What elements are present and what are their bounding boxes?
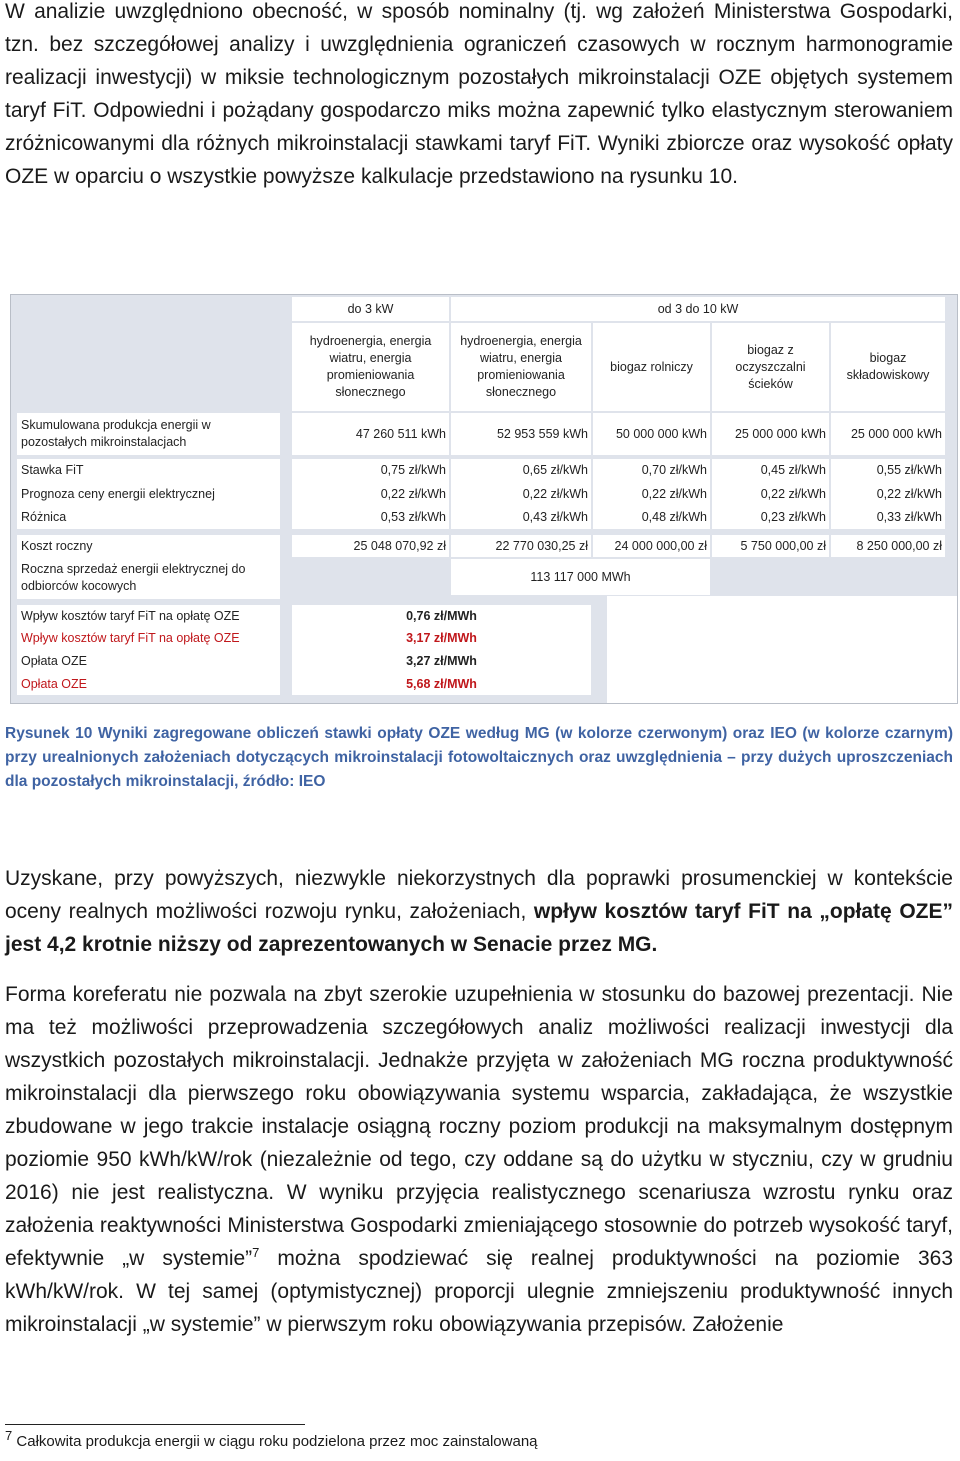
- cost-value-4: 5 750 000,00 zł: [712, 535, 829, 557]
- column-header-4: biogaz z oczyszczalni ścieków: [712, 323, 829, 411]
- fit-value-2: 0,65 zł/kWh: [522, 463, 588, 477]
- summary-value-oze-fee-ieo: 3,27 zł/MWh: [406, 654, 477, 668]
- fit-value-3: 0,70 zł/kWh: [641, 463, 707, 477]
- diff-value-1: 0,53 zł/kWh: [380, 510, 446, 524]
- summary-value-fit-impact-ieo: 0,76 zł/MWh: [406, 608, 477, 623]
- price-value-4: 0,22 zł/kWh: [760, 486, 826, 501]
- price-value-2: 0,22 zł/kWh: [522, 486, 588, 501]
- diff-value-4: 0,23 zł/kWh: [760, 510, 826, 524]
- fit-value-5: 0,55 zł/kWh: [876, 463, 942, 477]
- row-label-diff: Różnica: [21, 510, 67, 524]
- column-header-5: biogaz składowiskowy: [831, 323, 945, 411]
- summary-value-fit-impact-mg: 3,17 zł/MWh: [406, 631, 477, 645]
- footnote: [5, 1428, 538, 1452]
- summary-label-oze-fee-mg: Opłata OZE: [21, 676, 87, 691]
- conclusion-paragraph: [5, 862, 953, 961]
- rates-col-1: [292, 459, 449, 529]
- rates-col-5: [831, 459, 945, 529]
- column-header-1: hydroenergia, energia wiatru, energia promieniowania słonecznego: [292, 323, 449, 411]
- rates-col-4: [712, 459, 829, 529]
- summary-label-oze-fee-ieo: Opłata OZE: [21, 654, 87, 668]
- intro-paragraph: W analizie uwzględniono obecność, w sposób nominalny (tj. wg założeń Ministerstwa Gospodarki, tzn. bez szczegółowej analizy i uwzględnienia ograniczeń czasowych w rocznym harmonogramie realizacji inwestycji) w miksie technologicznym pozostałych mikroinstalacji OZE objętych systemem taryf FiT. Odpowiedni i pożądany gospodarczo miks można zapewnić tylko elastycznym sterowaniem zróżnicowanymi dla różnych mikroinstalacji stawkami taryf FiT. Wyniki zbiorcze oraz wysokość opłaty OZE w oparciu o wszystkie powyższe kalkulacje przedstawiono na rysunku 10.: [5, 0, 953, 188]
- column-header-2: hydroenergia, energia wiatru, energia promieniowania słonecznego: [451, 323, 591, 411]
- row-label-sales: Roczna sprzedaż energii elektrycznej do odbiorców kocowych: [21, 562, 246, 593]
- body-text-part1: Forma koreferatu nie pozwala na zbyt szerokie uzupełnienia w stosunku do bazowej prezentacji. Nie ma też możliwości przeprowadzenia szczegółowych analiz możliwości realizacji inwestycji dla wszystkich pozostałych mikroinstalacji. Jednakże przyjęta w założeniach MG roczna produktywność mikroinstalacji dla pierwszego roku obowiązywania systemu wsparcia, zakładająca, że wszystkie zbudowane w jego trakcie instalacje osiągną roczny poziom produkcji na maksymalnym dostępnym poziomie 950 kWh/kW/rok (niezależnie od tego, czy oddane są do użytku w styczniu, czy w grudniu 2016) nie jest realistyczna. W wyniku przyjęcia realistycznego scenariusza wzrostu rynku oraz założenia reaktywności Ministerstwa Gospodarki zmieniającego stosownie do potrzeb wysokość taryf, efektywnie „w systemie”: [5, 983, 953, 1270]
- summary-value-block: [292, 605, 591, 695]
- group-header-up-to-3kw: do 3 kW: [292, 297, 449, 321]
- row-label-cost: Koszt roczny: [21, 538, 93, 553]
- summary-value-oze-fee-mg: 5,68 zł/MWh: [406, 676, 477, 691]
- summary-label-fit-impact-ieo: Wpływ kosztów taryf FiT na opłatę OZE: [21, 608, 240, 623]
- body-paragraph: [5, 978, 953, 1341]
- column-header-3: biogaz rolniczy: [593, 323, 710, 411]
- price-value-5: 0,22 zł/kWh: [876, 486, 942, 501]
- cost-value-1: 25 048 070,92 zł: [292, 535, 449, 557]
- production-value-5: 25 000 000 kWh: [831, 413, 945, 455]
- diff-value-5: 0,33 zł/kWh: [876, 510, 942, 524]
- conclusion-bold-text: wpływ kosztów taryf FiT na „opłatę OZE” jest 4,2 krotnie niższy od zaprezentowanych w Senacie przez MG.: [5, 900, 953, 956]
- body-text-part2: można spodziewać się realnej produktywności na poziomie 363 kWh/kW/rok. W tej samej (optymistycznej) proporcji ulegnie zmniejszeniu produktywność innych mikroinstalacji „w systemie” w pierwszym roku obowiązywania przepisów. Założenie: [5, 1247, 953, 1336]
- production-value-1: 47 260 511 kWh: [292, 413, 449, 455]
- summary-label-block: [17, 605, 280, 695]
- cost-value-5: 8 250 000,00 zł: [831, 535, 945, 557]
- footnote-divider: [5, 1424, 305, 1425]
- cost-value-3: 24 000 000,00 zł: [593, 535, 710, 557]
- footnote-number: 7: [5, 1428, 13, 1443]
- fit-value-4: 0,45 zł/kWh: [760, 463, 826, 477]
- diff-value-3: 0,48 zł/kWh: [641, 510, 707, 524]
- cost-sales-label-block: [17, 535, 280, 599]
- production-value-3: 50 000 000 kWh: [593, 413, 710, 455]
- summary-label-fit-impact-mg: Wpływ kosztów taryf FiT na opłatę OZE: [21, 631, 240, 645]
- row-label-price: Prognoza ceny energii elektrycznej: [21, 486, 215, 501]
- figure-caption: Rysunek 10 Wyniki zagregowane obliczeń stawki opłaty OZE według MG (w kolorze czerwonym) oraz IEO (w kolorze czarnym) przy urealnionych założeniach dotyczących mikroinstalacji fotowoltaicznych oraz uwzględnienia – przy dużych uproszczeniach dla pozostałych mikroinstalacji, źródło: IEO: [5, 725, 953, 790]
- footnote-text: Całkowita produkcja energii w ciągu roku podzielona przez moc zainstalowaną: [12, 1433, 538, 1450]
- price-value-3: 0,22 zł/kWh: [641, 486, 707, 501]
- conclusion-text: Uzyskane, przy powyższych, niezwykle niekorzystnych dla poprawki prosumenckiej w kontekście oceny realnych możliwości rozwoju rynku, założeniach,: [5, 867, 953, 923]
- price-value-1: 0,22 zł/kWh: [380, 486, 446, 501]
- figure-results-table: [10, 294, 958, 704]
- sales-value: 113 117 000 MWh: [451, 559, 710, 595]
- rates-label-block: [17, 459, 280, 529]
- footnote-reference: 7: [252, 1245, 260, 1260]
- production-value-4: 25 000 000 kWh: [712, 413, 829, 455]
- row-label-production: Skumulowana produkcja energii w pozostałych mikroinstalacjach: [17, 413, 280, 455]
- row-label-fit: Stawka FiT: [21, 463, 84, 477]
- diff-value-2: 0,43 zł/kWh: [522, 510, 588, 524]
- fit-value-1: 0,75 zł/kWh: [380, 463, 446, 477]
- cost-value-2: 22 770 030,25 zł: [451, 535, 591, 557]
- production-value-2: 52 953 559 kWh: [451, 413, 591, 455]
- group-header-3-to-10kw: od 3 do 10 kW: [451, 297, 945, 321]
- rates-col-3: [593, 459, 710, 529]
- rates-col-2: [451, 459, 591, 529]
